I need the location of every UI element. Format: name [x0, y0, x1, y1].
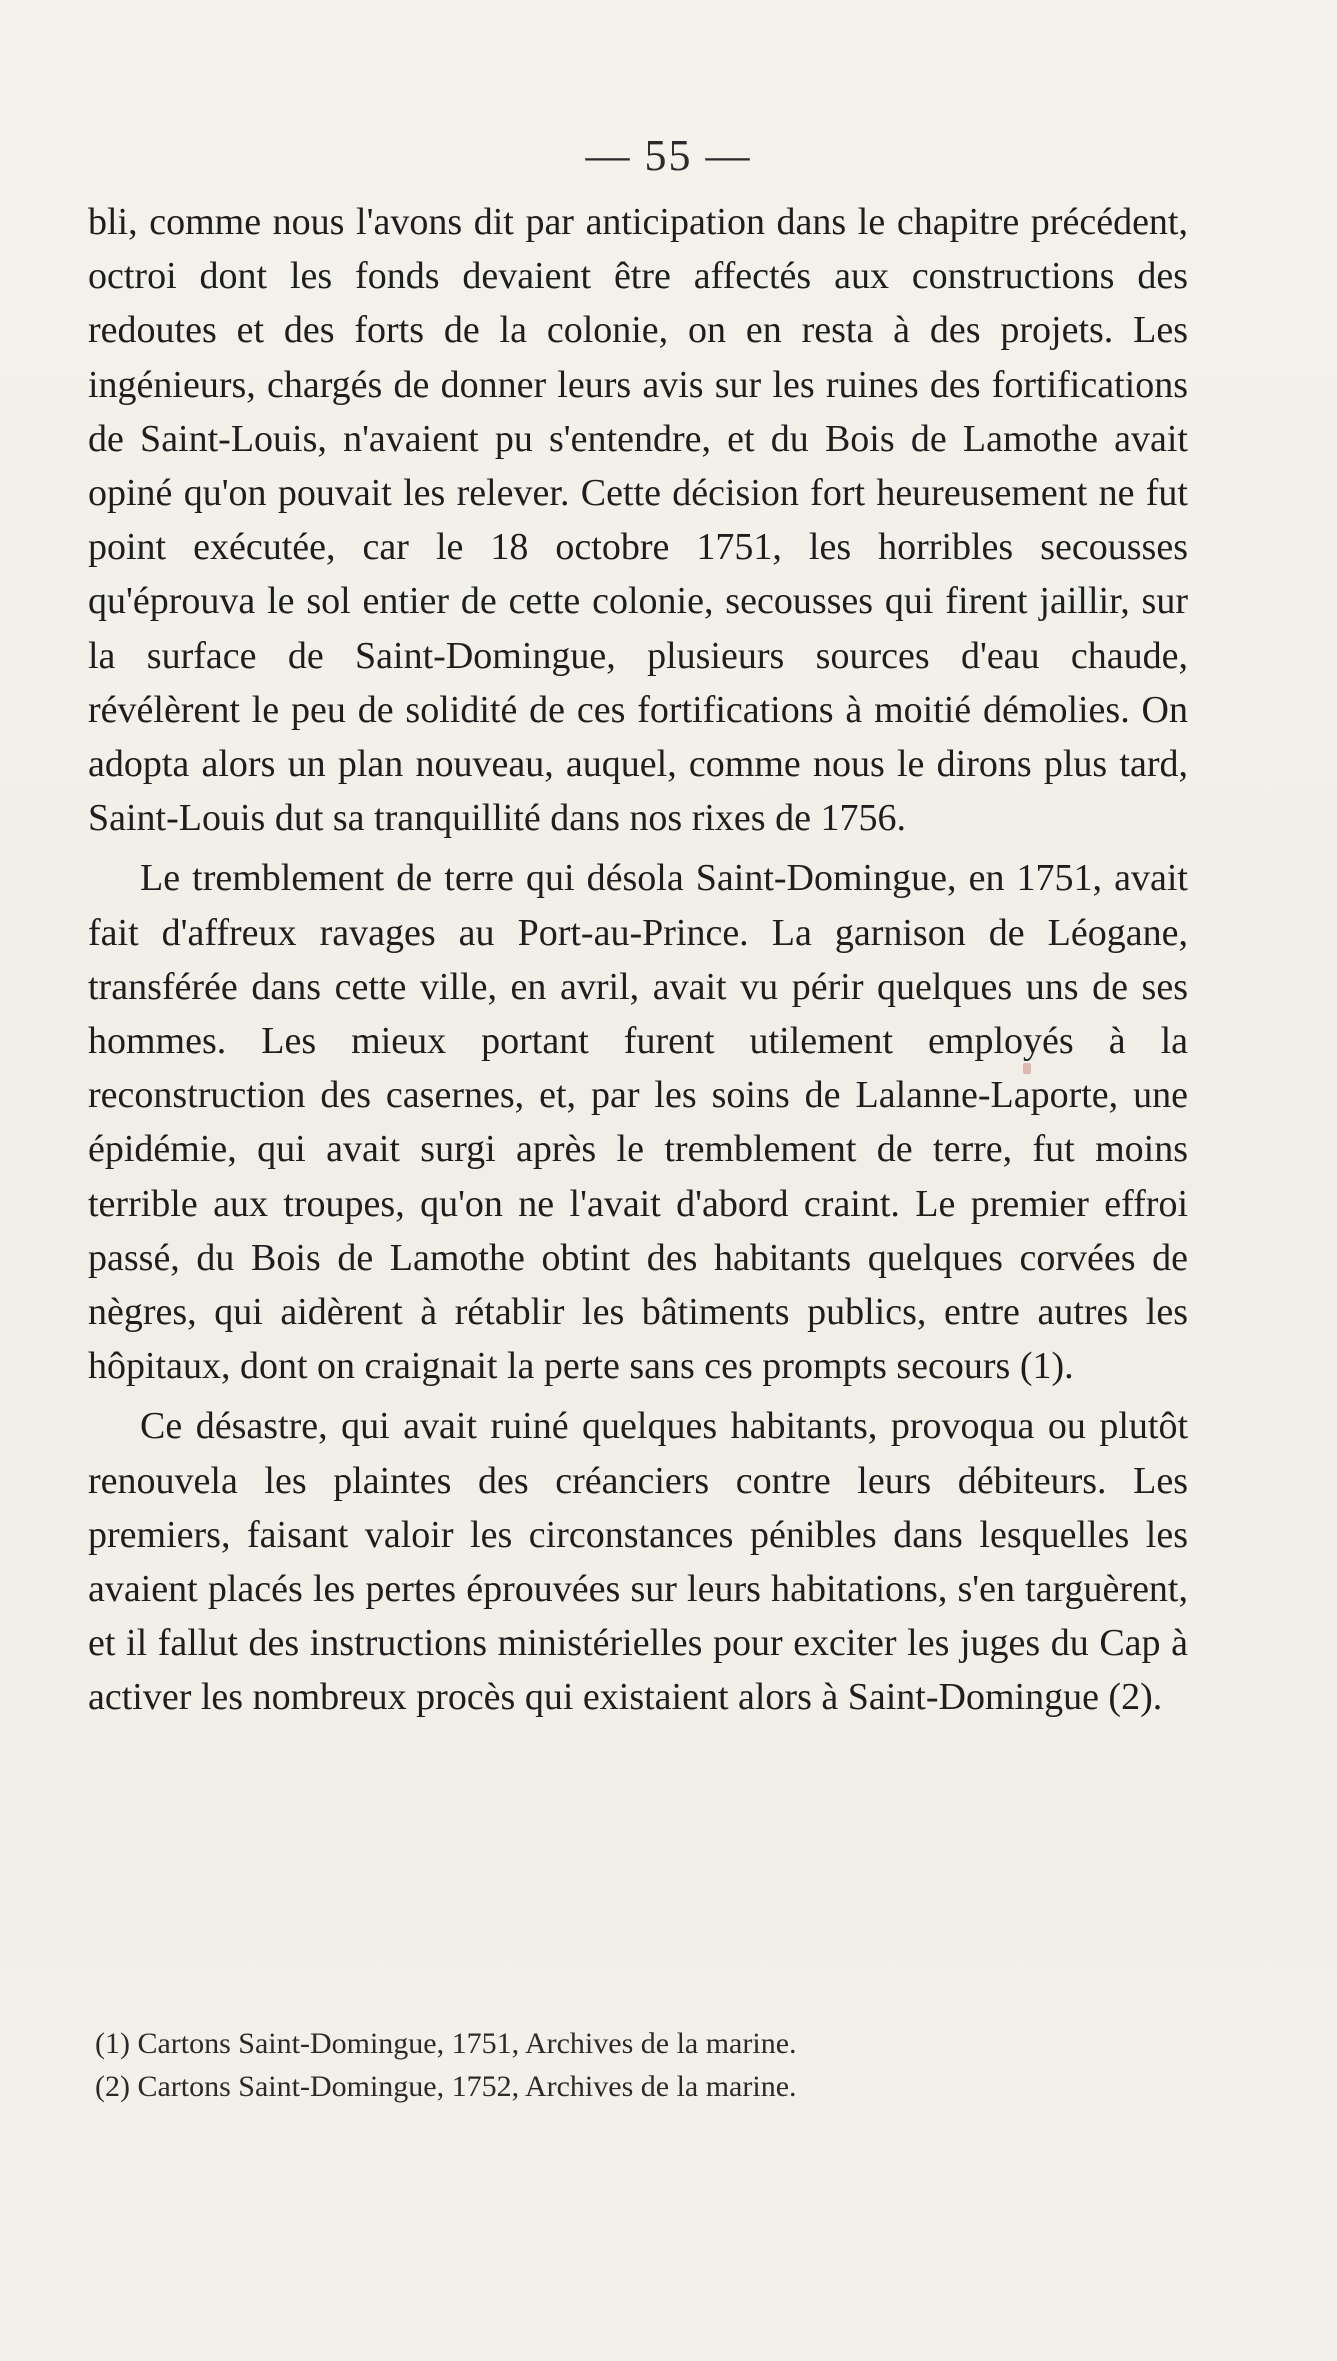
ink-speck: [1023, 1063, 1031, 1074]
footnote-1: (1) Cartons Saint-Domingue, 1751, Archives de la marine.: [95, 2027, 797, 2060]
body-text: [88, 195, 1188, 1725]
paragraph-2: Le tremblement de terre qui désola Saint-Domingue, en 1751, avait fait d'affreux ravages au Port-au-Prince. La garnison de Léogane, transférée dans cette ville, en avril, avait vu périr quelques uns de ses hommes. Les mieux portant furent utilement employés à la reconstruction des casernes, et, par les soins de Lalanne-Laporte, une épidémie, qui avait surgi après le tremblement de terre, fut moins terrible aux troupes, qu'on ne l'avait d'abord craint. Le premier effroi passé, du Bois de Lamothe obtint des habitants quelques corvées de nègres, qui aidèrent à rétablir les bâtiments publics, entre autres les hôpitaux, dont on craignait la perte sans ces prompts secours (1).: [88, 857, 1188, 1388]
paragraph-1: bli, comme nous l'avons dit par anticipation dans le chapitre précédent, octroi dont les fonds devaient être affectés aux constructions des redoutes et des forts de la colonie, on en resta à des projets. Les ingénieurs, chargés de donner leurs avis sur les ruines des fortifications de Saint-Louis, n'avaient pu s'entendre, et du Bois de Lamothe avait opiné qu'on pouvait les relever. Cette décision fort heureusement ne fut point exécutée, car le 18 octobre 1751, les horribles secousses qu'éprouva le sol entier de cette colonie, secousses qui firent jaillir, sur la surface de Saint-Domingue, plusieurs sources d'eau chaude, révélèrent le peu de solidité de ces fortifications à moitié démolies. On adopta alors un plan nouveau, auquel, comme nous le dirons plus tard, Saint-Louis dut sa tranquillité dans nos rixes de 1756.: [88, 201, 1188, 840]
page-number: — 55 —: [585, 131, 752, 180]
paragraph-3: Ce désastre, qui avait ruiné quelques habitants, provoqua ou plutôt renouvela les plaintes des créanciers contre leurs débiteurs. Les premiers, faisant valoir les circonstances pénibles dans lesquelles les avaient placés les pertes éprouvées sur leurs habitations, s'en targuèrent, et il fallut des instructions ministérielles pour exciter les juges du Cap à activer les nombreux procès qui existaient alors à Saint-Domingue (2).: [88, 1405, 1188, 1719]
footnotes: [95, 2022, 1195, 2108]
footnote-2: (2) Cartons Saint-Domingue, 1752, Archives de la marine.: [95, 2070, 797, 2103]
